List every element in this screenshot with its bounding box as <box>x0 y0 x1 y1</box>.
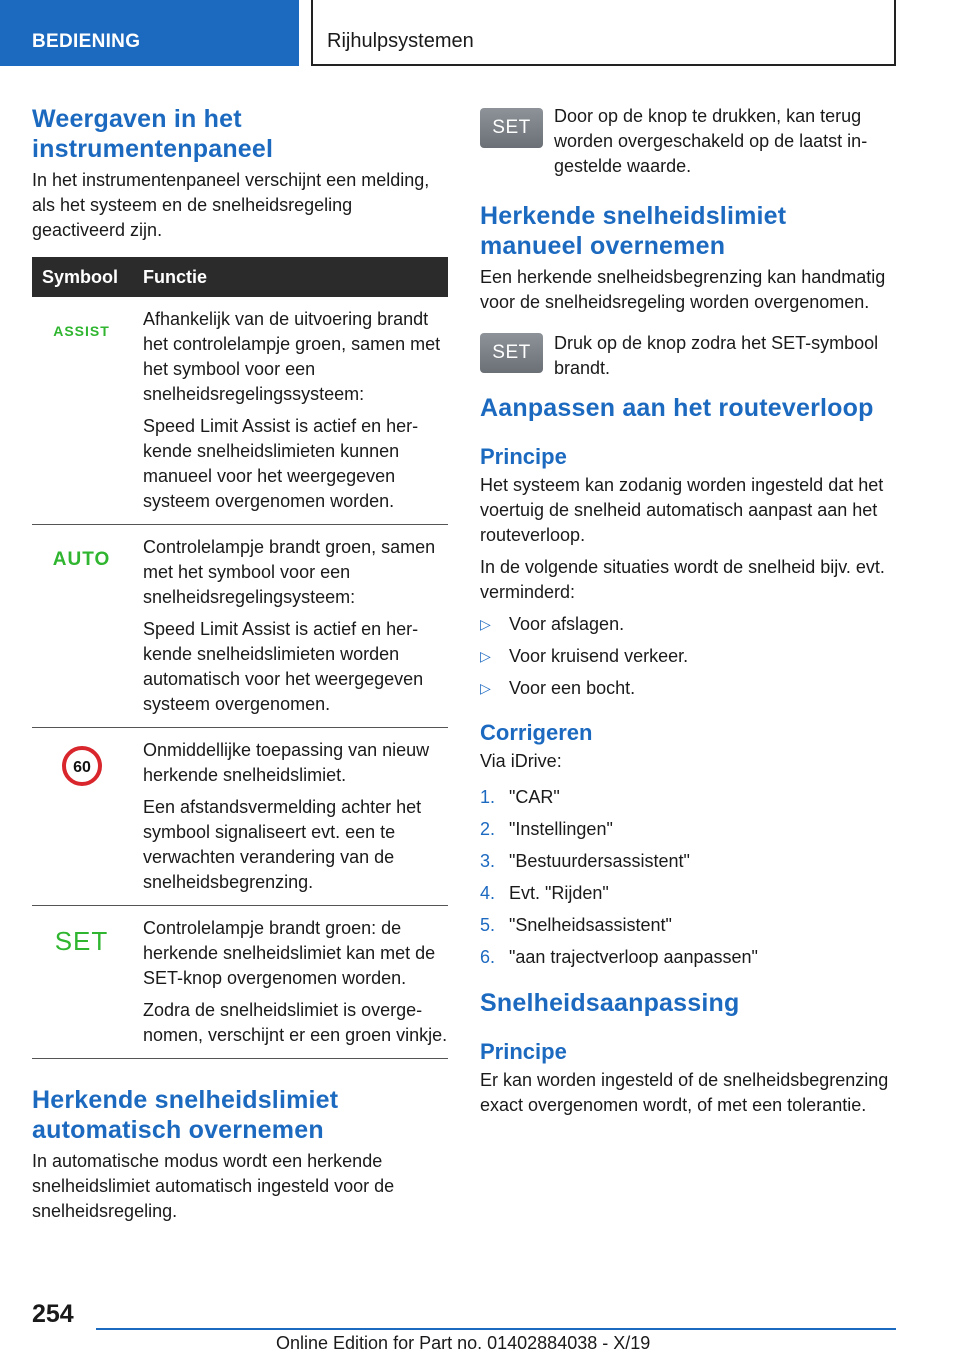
heading-principle-2: Principe <box>480 1039 567 1064</box>
assist-indicator-icon: ASSIST <box>53 323 110 339</box>
list-item-text: Voor kruisend verkeer. <box>509 646 689 666</box>
row-text: Zodra de snelheidslimiet is overgenomen, verschijnt er een groen vinkje. <box>143 1000 448 1045</box>
row-text: Onmiddellijke toepassing van nieuw herkende snelheidslimiet. <box>143 740 430 785</box>
speed-adaptation-paragraph: Er kan worden ingesteld of de snelheidsbegrenzing exact overgenomen wordt, of met een tolerantie. <box>480 1070 889 1115</box>
list-item <box>480 612 896 637</box>
auto-indicator-icon: AUTO <box>52 549 111 570</box>
manual-step-text: Druk op de knop zodra het SET-symbool brandt. <box>554 333 879 378</box>
left-column <box>32 104 448 1224</box>
list-item <box>480 945 896 970</box>
list-item <box>480 849 896 874</box>
manual-adopt-paragraph: Een herkende snelheidsbegrenzing kan handmatig voor de snelheidsregeling worden overgenomen. <box>480 267 886 312</box>
list-item <box>480 913 896 938</box>
list-item-text: Voor afslagen. <box>509 614 625 634</box>
heading-correct: Corrigeren <box>480 720 593 745</box>
row-text: Speed Limit Assist is actief en herkende snelheidslimieten kunnen manueel voor het weergegeven systeem overgenomen worden. <box>143 416 419 511</box>
set-button-block-2 <box>480 331 896 391</box>
table-row <box>32 728 448 906</box>
step-number: 4. <box>480 883 496 903</box>
table-row <box>32 525 448 728</box>
step-number: 1. <box>480 787 496 807</box>
triangle-bullet-icon: ▷ <box>480 648 491 664</box>
list-item <box>480 817 896 842</box>
table-row <box>32 297 448 525</box>
row-text: Controlelampje brandt groen: de herkende snelheidslimiet kan met de SET-knop overgenomen worden. <box>143 918 436 988</box>
speed-limit-sign-icon <box>62 746 102 786</box>
row-text: Controlelampje brandt groen, samen met het symbool voor een snelheidsregelingsysteem: <box>143 537 436 607</box>
page-header <box>0 0 960 66</box>
right-column <box>480 104 896 1118</box>
section-label: BEDIENING <box>0 0 299 66</box>
step-number: 3. <box>480 851 496 871</box>
set-indicator-icon: SET <box>54 926 109 956</box>
set-button-icon: SET <box>480 333 543 373</box>
list-item <box>480 676 896 701</box>
page-number: 254 <box>32 1300 74 1328</box>
heading-instrument-displays: Weergaven in het instrumentenpaneel <box>32 105 274 163</box>
heading-principle: Principe <box>480 444 567 469</box>
intro-paragraph: In het instrumentenpaneel verschijnt een melding, als het systeem en de snelheidsregeling geactiveerd zijn. <box>32 170 430 240</box>
table-row <box>32 906 448 1059</box>
row-text: Een afstandsvermelding achter het symbool signaliseert evt. een te verwachten verandering van de snelheidsbegrenzing. <box>143 797 422 892</box>
step-text: "Snelheidsassistent" <box>509 915 672 935</box>
heading-speed-adaptation: Snelheidsaanpassing <box>480 989 740 1017</box>
list-item <box>480 881 896 906</box>
set-button-icon: SET <box>480 108 543 148</box>
heading-manual-adopt: Herkende snelheidslimiet manueel overnemen <box>480 202 787 260</box>
step-number: 2. <box>480 819 496 839</box>
footer-edition: Online Edition for Part no. 01402884038 - X/19 <box>276 1333 651 1353</box>
triangle-bullet-icon: ▷ <box>480 680 491 696</box>
table-header-function: Functie <box>131 257 448 297</box>
symbol-table <box>32 257 448 1059</box>
step-text: "Instellingen" <box>509 819 613 839</box>
via-idrive-text: Via iDrive: <box>480 751 562 771</box>
list-item <box>480 785 896 810</box>
heading-auto-adopt: Herkende snelheidslimiet automatisch overnemen <box>32 1086 339 1144</box>
row-text: Afhankelijk van de uitvoering brandt het controlelampje groen, samen met het symbool voor een snelheidsregelingssysteem: <box>143 309 441 404</box>
idrive-steps-list <box>480 785 896 970</box>
footer-divider <box>96 1328 896 1330</box>
step-text: "CAR" <box>509 787 560 807</box>
auto-adopt-paragraph: In automatische modus wordt een herkende snelheidslimiet automatisch ingesteld voor de snelheidsregeling. <box>32 1151 395 1221</box>
step-text: "aan trajectverloop aanpassen" <box>509 947 758 967</box>
triangle-bullet-icon: ▷ <box>480 616 491 632</box>
step-text: Evt. "Rijden" <box>509 883 609 903</box>
chapter-title: Rijhulpsystemen <box>311 0 896 66</box>
heading-route-adapt: Aanpassen aan het routeverloop <box>480 394 874 422</box>
table-header-symbol: Symbool <box>32 257 131 297</box>
step-text: "Bestuurdersassistent" <box>509 851 690 871</box>
row-text: Speed Limit Assist is actief en herkende snelheidslimieten worden automatisch voor het weergegeven systeem overgenomen. <box>143 619 424 714</box>
speed-limit-value: 60 <box>72 759 91 776</box>
list-item-text: Voor een bocht. <box>509 678 636 698</box>
route-paragraph-2: In de volgende situaties wordt de snelheid bijv. evt. verminderd: <box>480 557 885 602</box>
step-number: 6. <box>480 947 496 967</box>
list-item <box>480 644 896 669</box>
set-button-text-content: Door op de knop te drukken, kan terug worden overgeschakeld op de laatst ingestelde waarde. <box>554 106 868 176</box>
route-paragraph-1: Het systeem kan zodanig worden ingesteld dat het voertuig de snelheid automatisch aanpast aan het routeverloop. <box>480 475 884 545</box>
step-number: 5. <box>480 915 496 935</box>
route-bullet-list <box>480 612 896 701</box>
set-button-block <box>480 104 896 179</box>
